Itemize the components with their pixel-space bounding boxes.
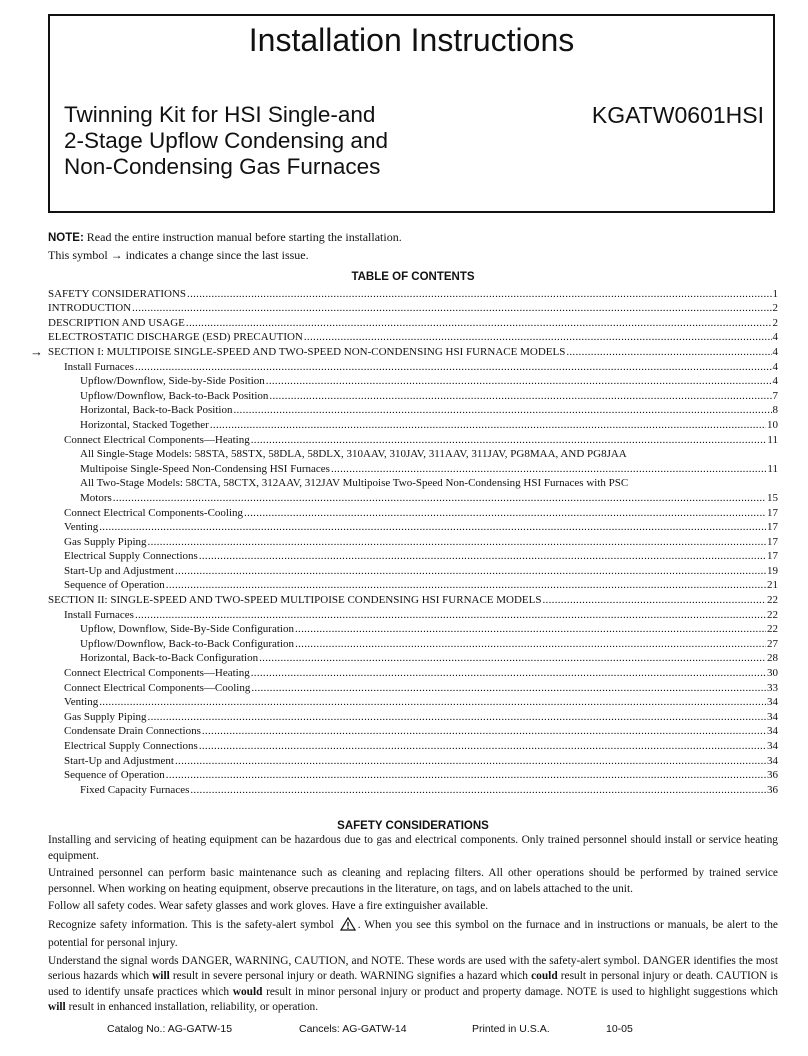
toc-entry-title: Connect Electrical Components—Heating bbox=[64, 433, 250, 446]
toc-page: 7 bbox=[772, 389, 778, 402]
toc-entry-title: Upflow/Downflow, Back-to-Back Configuration bbox=[80, 637, 295, 650]
safety-text: result in severe personal injury or death. WARNING signifies a hazard which bbox=[172, 970, 528, 982]
toc-page: 17 bbox=[767, 550, 778, 563]
page-footer bbox=[0, 1023, 808, 1039]
toc-leader bbox=[132, 301, 771, 315]
safety-section bbox=[48, 833, 778, 1018]
safety-text: result in personal injury or death. CAUTION is used to identify unsafe practices which bbox=[48, 970, 778, 998]
toc-page: 4 bbox=[772, 345, 778, 358]
toc-entry-title: Horizontal, Stacked Together bbox=[80, 418, 209, 431]
toc-leader bbox=[186, 316, 772, 330]
toc-entry-title: ELECTROSTATIC DISCHARGE (ESD) PRECAUTION bbox=[48, 331, 303, 344]
toc-entry[interactable] bbox=[0, 359, 808, 374]
toc-entry-title: Upflow/Downflow, Back-to-Back Position bbox=[80, 389, 269, 402]
safety-text: result in minor personal injury or product and property damage. NOTE is used to highlight suggestions which bbox=[266, 985, 778, 998]
toc-entry[interactable] bbox=[0, 388, 808, 403]
toc-entry-title: Multipoise Single-Speed Non-Condensing HSI Furnaces bbox=[80, 462, 330, 475]
safety-paragraph: Follow all safety codes. Wear safety glasses and work gloves. Have a fire extinguisher available. bbox=[48, 900, 489, 912]
toc-entry-title: Sequence of Operation bbox=[64, 579, 165, 592]
change-arrow-icon: → bbox=[30, 343, 43, 359]
toc-entry[interactable] bbox=[0, 374, 808, 389]
toc-entry-title-line1: All Two-Stage Models: 58CTA, 58CTX, 312AAV, 312JAV Multipoise Two-Speed Non-Condensing HSI Furnaces with PSC bbox=[80, 476, 629, 489]
toc-entry-title: SAFETY CONSIDERATIONS bbox=[48, 287, 187, 300]
toc-leader bbox=[251, 666, 766, 680]
toc-entry-title: Venting bbox=[64, 521, 99, 534]
toc-page: 27 bbox=[767, 637, 778, 650]
toc-entry[interactable] bbox=[0, 520, 808, 535]
cancels-number: Cancels: AG-GATW-14 bbox=[299, 1023, 407, 1035]
toc-entry-title: Sequence of Operation bbox=[64, 769, 165, 782]
subtitle-line: Non-Condensing Gas Furnaces bbox=[64, 154, 381, 179]
toc-entry[interactable] bbox=[0, 724, 808, 739]
safety-paragraph: Untrained personnel can perform basic maintenance such as cleaning and replacing filters. All other operations should be performed by trained service personnel. When working on heating equipment, observe precautions in the literature, on tags, and on labels attached to the unit. bbox=[48, 867, 778, 895]
safety-text: . When you see this symbol on the furnace and in instructions or manuals, be alert to the potential for personal injury. bbox=[48, 918, 778, 949]
title-box bbox=[48, 14, 775, 213]
toc-entry-title: SECTION I: MULTIPOISE SINGLE-SPEED AND TWO-SPEED NON-CONDENSING HSI FURNACE MODELS bbox=[48, 345, 566, 358]
toc-entry-title: Condensate Drain Connections bbox=[64, 725, 201, 738]
toc-page: 30 bbox=[767, 667, 778, 680]
toc-entry[interactable] bbox=[0, 344, 808, 359]
toc-entry[interactable] bbox=[0, 505, 808, 520]
subtitle-line: 2-Stage Upflow Condensing and bbox=[64, 128, 388, 153]
toc-leader bbox=[187, 287, 771, 301]
model-number: KGATW0601HSI bbox=[591, 102, 764, 128]
toc-leader bbox=[251, 681, 766, 695]
toc-page: 34 bbox=[767, 725, 778, 738]
safety-heading: SAFETY CONSIDERATIONS bbox=[337, 820, 489, 832]
emphasis-text: could bbox=[531, 970, 558, 982]
toc-leader bbox=[175, 754, 766, 768]
toc-leader bbox=[175, 564, 766, 578]
toc-entry[interactable] bbox=[0, 592, 808, 607]
toc-entry-title: SECTION II: SINGLE-SPEED AND TWO-SPEED MULTIPOISE CONDENSING HSI FURNACE MODELS bbox=[48, 594, 542, 607]
safety-paragraph bbox=[48, 917, 778, 952]
safety-text: Recognize safety information. This is the safety-alert symbol bbox=[48, 918, 334, 931]
toc-leader bbox=[233, 403, 771, 417]
toc-page: 4 bbox=[772, 375, 778, 388]
toc-entry-title: Connect Electrical Components—Cooling bbox=[64, 681, 251, 694]
toc-page: 10 bbox=[767, 418, 778, 431]
toc-heading: TABLE OF CONTENTS bbox=[351, 271, 475, 283]
toc-entry[interactable] bbox=[0, 651, 808, 666]
toc-entry[interactable] bbox=[0, 286, 808, 301]
toc-leader bbox=[543, 593, 767, 607]
safety-alert-icon bbox=[340, 917, 356, 937]
toc-entry[interactable] bbox=[0, 665, 808, 680]
toc-entry[interactable] bbox=[0, 738, 808, 753]
toc-entry-title: Gas Supply Piping bbox=[64, 710, 147, 723]
symbol-note: This symbol → indicates a change since the last issue. bbox=[48, 248, 309, 262]
toc-leader bbox=[148, 535, 766, 549]
toc-entry[interactable] bbox=[0, 695, 808, 710]
toc-entry-title: Upflow, Downflow, Side-By-Side Configuration bbox=[80, 623, 294, 636]
toc-entry-title: Connect Electrical Components-Cooling bbox=[64, 506, 244, 519]
toc-page: 15 bbox=[767, 491, 778, 504]
safety-text: result in enhanced installation, reliability, or operation. bbox=[68, 1001, 319, 1013]
toc-entry[interactable] bbox=[0, 753, 808, 768]
document-subtitle bbox=[64, 102, 484, 180]
toc-page: 17 bbox=[767, 521, 778, 534]
toc-leader bbox=[244, 506, 766, 520]
toc-entry-title: Venting bbox=[64, 696, 99, 709]
toc-entry[interactable] bbox=[0, 768, 808, 783]
toc-leader bbox=[135, 608, 766, 622]
toc-page: 1 bbox=[772, 287, 778, 300]
toc-page: 34 bbox=[767, 740, 778, 752]
toc-page: 34 bbox=[767, 696, 778, 709]
toc-leader bbox=[202, 724, 766, 738]
toc-leader bbox=[113, 491, 766, 505]
toc-leader bbox=[148, 710, 766, 724]
toc-entry[interactable] bbox=[0, 490, 808, 505]
toc-leader bbox=[210, 418, 766, 432]
toc-page: 11 bbox=[767, 433, 778, 446]
safety-paragraph: Installing and servicing of heating equipment can be hazardous due to gas and electrical components. Only trained personnel should install or service heating equipment. bbox=[48, 834, 778, 862]
toc-page: 22 bbox=[767, 594, 778, 607]
toc-page: 33 bbox=[767, 681, 778, 694]
print-date: 10-05 bbox=[606, 1023, 633, 1035]
toc-leader bbox=[135, 360, 772, 374]
toc-entry[interactable] bbox=[0, 403, 808, 418]
toc-page: 17 bbox=[767, 506, 778, 519]
toc-leader bbox=[266, 374, 772, 388]
toc-entry[interactable] bbox=[0, 636, 808, 651]
catalog-number: Catalog No.: AG-GATW-15 bbox=[107, 1023, 233, 1035]
toc-page: 36 bbox=[767, 783, 778, 796]
note-block bbox=[48, 229, 402, 264]
toc-page: 34 bbox=[767, 710, 778, 723]
safety-text: Understand the signal words DANGER, WARNING, CAUTION, and NOTE. These words are used with the safety-alert symbol. DANGER identifies the most serious hazards which bbox=[48, 954, 778, 982]
toc-leader bbox=[295, 637, 766, 651]
emphasis-text: will bbox=[48, 1001, 66, 1013]
toc-entry-title: Fixed Capacity Furnaces bbox=[80, 783, 190, 796]
document-title: Installation Instructions bbox=[248, 22, 575, 58]
toc-page: 21 bbox=[767, 579, 778, 592]
toc-entry[interactable] bbox=[0, 782, 808, 797]
toc-page: 4 bbox=[772, 331, 778, 344]
toc-entry[interactable] bbox=[0, 461, 808, 476]
toc-entry-title: Upflow/Downflow, Side-by-Side Position bbox=[80, 375, 265, 388]
toc-entry-title: Gas Supply Piping bbox=[64, 535, 147, 548]
toc-page: 2 bbox=[772, 316, 778, 329]
toc-entry[interactable] bbox=[0, 330, 808, 345]
toc-entry[interactable] bbox=[0, 680, 808, 695]
toc-entry-title: DESCRIPTION AND USAGE bbox=[48, 316, 185, 329]
toc-page: 2 bbox=[772, 302, 778, 315]
toc-entry[interactable] bbox=[0, 578, 808, 593]
note-label: NOTE: bbox=[48, 232, 84, 244]
toc-page: 22 bbox=[767, 608, 778, 621]
toc-entry[interactable] bbox=[0, 315, 808, 330]
toc-entry[interactable] bbox=[0, 563, 808, 578]
toc-leader bbox=[566, 345, 771, 359]
toc-entry-title: Horizontal, Back-to-Back Configuration bbox=[80, 652, 259, 665]
safety-paragraph bbox=[48, 954, 778, 1016]
toc-entry-title: Install Furnaces bbox=[64, 608, 134, 621]
toc-entry[interactable] bbox=[0, 709, 808, 724]
toc-page: 4 bbox=[772, 360, 778, 373]
note-text: Read the entire instruction manual before starting the installation. bbox=[86, 230, 402, 244]
toc-entry[interactable] bbox=[0, 534, 808, 549]
toc-entry[interactable] bbox=[0, 301, 808, 316]
toc-leader bbox=[166, 768, 766, 782]
toc-leader bbox=[251, 433, 767, 447]
table-of-contents bbox=[0, 286, 808, 797]
emphasis-text: would bbox=[232, 985, 263, 998]
toc-entry-title-line1: All Single-Stage Models: 58STA, 58STX, 58DLA, 58DLX, 310AAV, 310JAV, 311AAV, 311JAV, PG8MAA, AND PG8JAA bbox=[80, 447, 627, 460]
toc-page: 17 bbox=[767, 535, 778, 548]
toc-page: 28 bbox=[767, 652, 778, 665]
toc-entry-title: INTRODUCTION bbox=[48, 302, 132, 315]
toc-entry[interactable] bbox=[0, 549, 808, 564]
toc-entry-title: Start-Up and Adjustment bbox=[64, 754, 174, 767]
toc-entry-title: Horizontal, Back-to-Back Position bbox=[80, 404, 233, 417]
toc-entry-title: Connect Electrical Components—Heating bbox=[64, 667, 250, 680]
emphasis-text: will bbox=[152, 970, 170, 982]
toc-leader bbox=[99, 520, 766, 534]
toc-entry-title: Install Furnaces bbox=[64, 360, 134, 373]
toc-leader bbox=[269, 389, 771, 403]
toc-page: 11 bbox=[767, 462, 778, 475]
toc-leader bbox=[304, 330, 772, 344]
toc-leader bbox=[190, 783, 766, 797]
toc-leader bbox=[199, 739, 766, 753]
toc-entry[interactable] bbox=[0, 432, 808, 447]
toc-entry[interactable] bbox=[0, 607, 808, 622]
toc-entry-title: Electrical Supply Connections bbox=[64, 740, 198, 752]
toc-leader bbox=[331, 462, 766, 476]
toc-page: 8 bbox=[772, 404, 778, 417]
toc-leader bbox=[99, 695, 766, 709]
printed-in: Printed in U.S.A. bbox=[472, 1023, 550, 1035]
toc-entry-title: Motors bbox=[80, 491, 112, 504]
toc-entry-title: Electrical Supply Connections bbox=[64, 550, 198, 563]
toc-leader bbox=[259, 651, 766, 665]
toc-entry[interactable] bbox=[0, 417, 808, 432]
toc-page: 19 bbox=[767, 564, 778, 577]
toc-page: 34 bbox=[767, 754, 778, 767]
subtitle-line: Twinning Kit for HSI Single-and bbox=[64, 102, 376, 127]
toc-page: 36 bbox=[767, 769, 778, 782]
toc-leader bbox=[166, 578, 766, 592]
toc-leader bbox=[199, 549, 766, 563]
toc-entry[interactable] bbox=[0, 622, 808, 637]
toc-entry-title: Start-Up and Adjustment bbox=[64, 564, 174, 577]
toc-leader bbox=[295, 622, 766, 636]
toc-page: 22 bbox=[767, 623, 778, 636]
